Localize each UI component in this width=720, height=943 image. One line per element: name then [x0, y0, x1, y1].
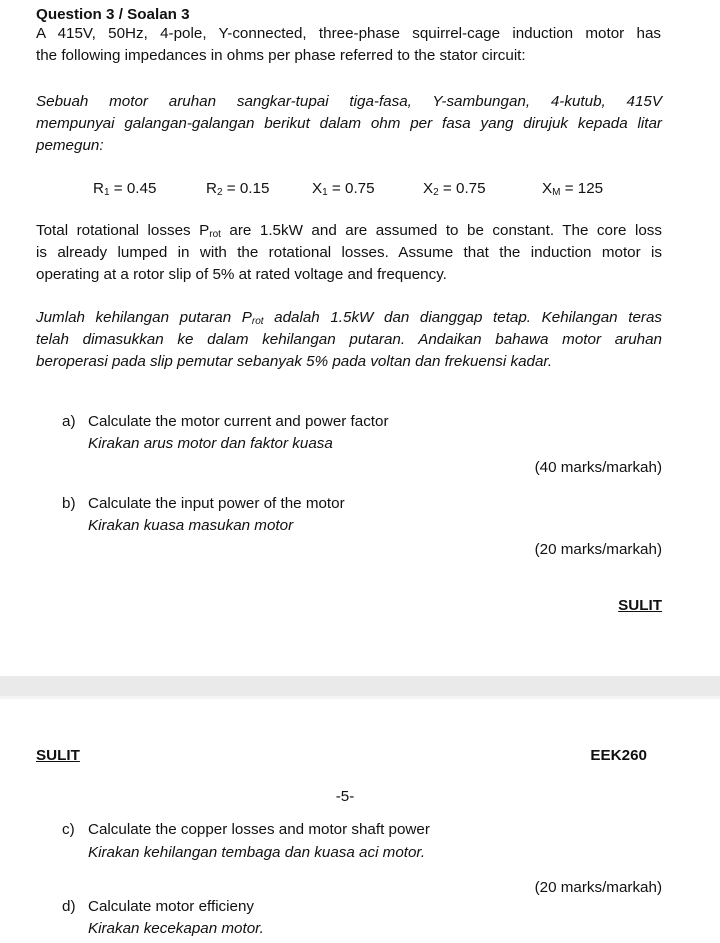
intro-ms-line-2: mempunyai galangan-galangan berikut dalam ohm per fasa yang dirujuk kepada litar: [36, 115, 662, 132]
page-number: -5-: [335, 788, 355, 805]
question-b-ms: Kirakan kuasa masukan motor: [88, 517, 294, 534]
question-c-label: c): [62, 821, 75, 838]
losses-ms-line-2: telah dimasukkan ke dalam kehilangan putaran. Andaikan bahawa motor aruhan: [36, 331, 662, 348]
question-heading: Question 3 / Soalan 3: [36, 6, 190, 23]
question-d-label: d): [62, 898, 76, 915]
param-r2: $R_2 = 0.15$: [206, 180, 270, 198]
question-a-marks: (40 marks/markah): [534, 459, 662, 476]
losses-ms-line-3: beroperasi pada slip pemutar sebanyak 5% pada voltan dan frekuensi kadar.: [36, 353, 553, 370]
param-x1: $X_1 = 0.75$: [312, 180, 375, 198]
param-xm: $X_M = 125$: [542, 180, 604, 198]
param-x2: $X_2 = 0.75$: [423, 180, 486, 198]
question-b-en: Calculate the input power of the motor: [88, 495, 345, 512]
course-code: EEK260: [590, 747, 647, 764]
question-c-en: Calculate the copper losses and motor shaft power: [88, 821, 430, 838]
header-sulit: SULIT: [36, 747, 80, 764]
intro-ms-line-3: pemegun:: [36, 137, 104, 154]
question-c-ms: Kirakan kehilangan tembaga dan kuasa aci motor.: [88, 844, 426, 861]
question-c-marks: (20 marks/markah): [534, 879, 662, 896]
losses-en-line-3: operating at a rotor slip of 5% at rated voltage and frequency.: [36, 266, 447, 283]
intro-en-line-2: the following impedances in ohms per phase referred to the stator circuit:: [36, 47, 526, 64]
page-break-divider: [0, 676, 720, 696]
question-a-en: Calculate the motor current and power factor: [88, 413, 389, 430]
intro-en-line-1: A 415V, 50Hz, 4-pole, Y-connected, three-phase squirrel-cage induction motor has: [36, 25, 661, 42]
losses-ms-line-1: Jumlah kehilangan putaran $P_{rot}$ adalah 1.5kW dan dianggap tetap. Kehilangan teras: [36, 309, 662, 327]
footer-sulit: SULIT: [618, 597, 662, 614]
question-d-en: Calculate motor efficieny: [88, 898, 255, 915]
question-a-ms: Kirakan arus motor dan faktor kuasa: [88, 435, 333, 452]
question-b-marks: (20 marks/markah): [534, 541, 662, 558]
losses-en-line-1: Total rotational losses $P_{rot}$ are 1.5kW and are assumed to be constant. The core loss: [36, 222, 662, 240]
page-break-shadow: [0, 696, 720, 699]
losses-en-line-2: is already lumped in with the rotational losses. Assume that the induction motor is: [36, 244, 662, 261]
param-r1: $R_1 = 0.45$: [93, 180, 157, 198]
question-b-label: b): [62, 495, 76, 512]
question-a-label: a): [62, 413, 76, 430]
intro-ms-line-1: Sebuah motor aruhan sangkar-tupai tiga-fasa, Y-sambungan, 4-kutub, 415V: [36, 93, 662, 110]
question-d-ms: Kirakan kecekapan motor.: [88, 920, 264, 937]
